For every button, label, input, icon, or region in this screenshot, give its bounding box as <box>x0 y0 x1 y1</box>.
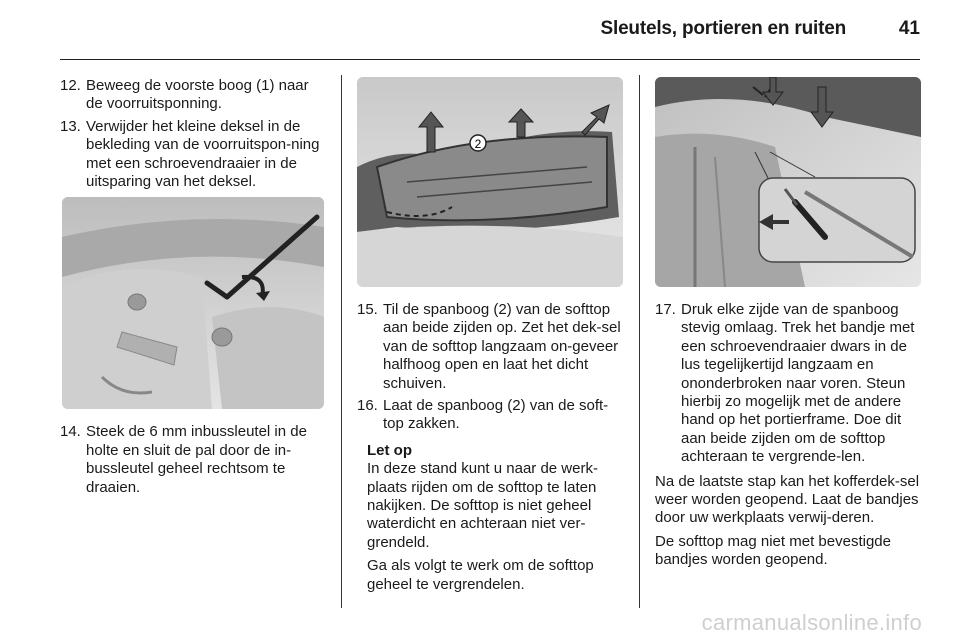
figure-strap-screwdriver <box>655 77 921 287</box>
step-12 <box>60 77 328 114</box>
note-text: In deze stand kunt u naar de werk-plaats rijden om de softtop te laten nakijken. De softtop is niet geheel waterdicht en achteraan niet ver-grendeld. <box>367 460 598 551</box>
step-text: Beweeg de voorste boog (1) naar de voorruitsponning. <box>86 77 309 113</box>
header-rule <box>60 59 920 60</box>
paragraph-1: Na de laatste stap kan het kofferdek-sel weer worden geopend. Laat de bandjes door uw werkplaats verwij-deren. <box>655 472 920 527</box>
step-17 <box>655 301 923 467</box>
column-divider-right <box>639 75 640 608</box>
step-16 <box>357 397 625 434</box>
softtop-lift-illustration <box>357 77 623 287</box>
column-divider-left <box>341 75 342 608</box>
roof-lining-illustration <box>62 197 324 409</box>
step-14 <box>60 423 328 497</box>
right-column <box>655 77 923 575</box>
step-text: Verwijder het kleine deksel in de bekleding van de voorruitspon-ning met een schroevendraaier in de uitsparing van het deksel. <box>86 117 320 191</box>
figure-roof-lining <box>62 197 324 409</box>
strap-screwdriver-illustration <box>655 77 921 287</box>
step-15 <box>357 301 625 393</box>
step-13 <box>60 118 328 192</box>
step-text: Druk elke zijde van de spanboog stevig omlaag. Trek het bandje met een schroevendraaier dwars in de lus tegelijkertijd langzaam en ononderbroken naar voren. Steun hierbij zo mogelijk met de andere hand op het portierframe. Doe dit aan beide zijden om de softtop achteraan te vergrende-len. <box>681 301 915 466</box>
note-heading: Let op <box>367 441 412 459</box>
step-text: Steek de 6 mm inbussleutel in de holte en sluit de pal door de in-bussleutel geheel rechtsom te draaien. <box>86 423 307 496</box>
step-text: Til de spanboog (2) van de softtop aan beide zijden op. Zet het dek-sel van de softtop langzaam on-geveer halfhoog open en laat het dicht schuiven. <box>383 301 621 392</box>
paragraph-2: De softtop mag niet met bevestigde bandjes worden geopend. <box>655 532 891 569</box>
note-text-2: Ga als volgt te werk om de softtop geheel te vergrendelen. <box>367 557 594 593</box>
step-number: 16. <box>357 397 378 415</box>
callout-2: 2 <box>474 137 482 151</box>
left-column <box>60 77 328 501</box>
note-box <box>357 442 625 594</box>
page-number: 41 <box>898 18 920 39</box>
watermark: carmanualsonline.info <box>701 610 922 635</box>
middle-column <box>357 77 625 599</box>
step-text: Laat de spanboog (2) van de soft-top zakken. <box>383 397 609 433</box>
step-number: 14. <box>60 423 81 441</box>
figure-softtop-lift <box>357 77 623 287</box>
step-number: 12. <box>60 77 81 94</box>
page-title: Sleutels, portieren en ruiten <box>600 18 846 39</box>
step-number: 13. <box>60 117 81 135</box>
step-number: 17. <box>655 301 676 318</box>
step-number: 15. <box>357 301 378 318</box>
